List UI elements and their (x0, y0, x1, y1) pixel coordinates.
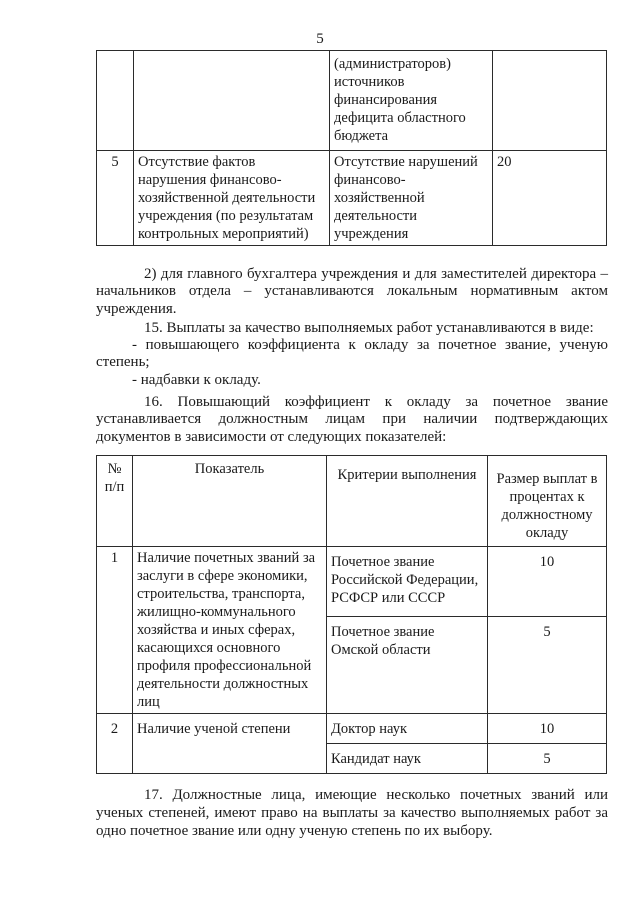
table-header-row (97, 456, 607, 547)
table-cell-size (493, 51, 607, 151)
table-cell-indicator: Наличие ученой степени (133, 714, 327, 774)
table-cell-num (97, 51, 134, 151)
paragraph: 15. Выплаты за качество выполняемых работ устанавливаются в виде: (144, 320, 594, 336)
paragraph: - повышающего коэффициента к окладу за почетное звание, ученую степень; (96, 337, 608, 371)
table-row (97, 714, 607, 744)
table-cell-num: 5 (97, 151, 134, 246)
table-cell-size: 10 (488, 714, 607, 744)
paragraph: 2) для главного бухгалтера учреждения и для заместителей директора – начальников отдела – устанавливаются локальным нормативным актом учреждения. (96, 266, 608, 317)
table-cell-num: 1 (97, 547, 133, 714)
table-cell-indicator: Наличие почетных званий за заслуги в сфере экономики, строительства, транспорта, жилищно-коммунального хозяйства и иных сферах, касающихся основного профиля профессиональной деятельности должностных лиц (133, 547, 327, 714)
indicators-table (96, 455, 607, 774)
table-cell-num: 2 (97, 714, 133, 774)
header-indicator: Показатель (133, 456, 327, 547)
table-cell-size: 20 (493, 151, 607, 246)
table-row (97, 151, 607, 246)
criteria-table-continuation (96, 50, 607, 246)
table-row (97, 547, 607, 617)
paragraph: 16. Повышающий коэффициент к окладу за почетное звание устанавливается должностным лицам при наличии подтверждающих документов в зависимости от следующих показателей: (96, 394, 608, 445)
header-size: Размер выплат в процентах к должностному окладу (488, 456, 607, 547)
table-cell-indicator (134, 51, 330, 151)
table-cell-criteria: Почетное звание Омской области (327, 616, 488, 713)
paragraph: - надбавки к окладу. (132, 372, 261, 388)
table-cell-criteria: Почетное звание Российской Федерации, РСФСР или СССР (327, 547, 488, 617)
header-criteria: Критерии выполнения (327, 456, 488, 547)
table-cell-criteria: Доктор наук (327, 714, 488, 744)
table-cell-size: 5 (488, 744, 607, 774)
table-cell-size: 10 (488, 547, 607, 617)
paragraph: 17. Должностные лица, имеющие несколько почетных званий или ученых степеней, имеют право на выплаты за качество выполняемых работ за одно почетное звание или одну ученую степень по их выбору. (96, 787, 608, 839)
table-cell-criteria: (администраторов) источников финансирования дефицита областного бюджета (330, 51, 493, 151)
table-cell-indicator: Отсутствие фактов нарушения финансово-хозяйственной деятельности учреждения (по результатам контрольных мероприятий) (134, 151, 330, 246)
table-cell-size: 5 (488, 616, 607, 713)
table-cell-criteria: Отсутствие нарушений финансово-хозяйственной деятельности учреждения (330, 151, 493, 246)
table-cell-criteria: Кандидат наук (327, 744, 488, 774)
page-number: 5 (316, 31, 324, 47)
header-num: № п/п (97, 456, 133, 547)
table-row (97, 51, 607, 151)
